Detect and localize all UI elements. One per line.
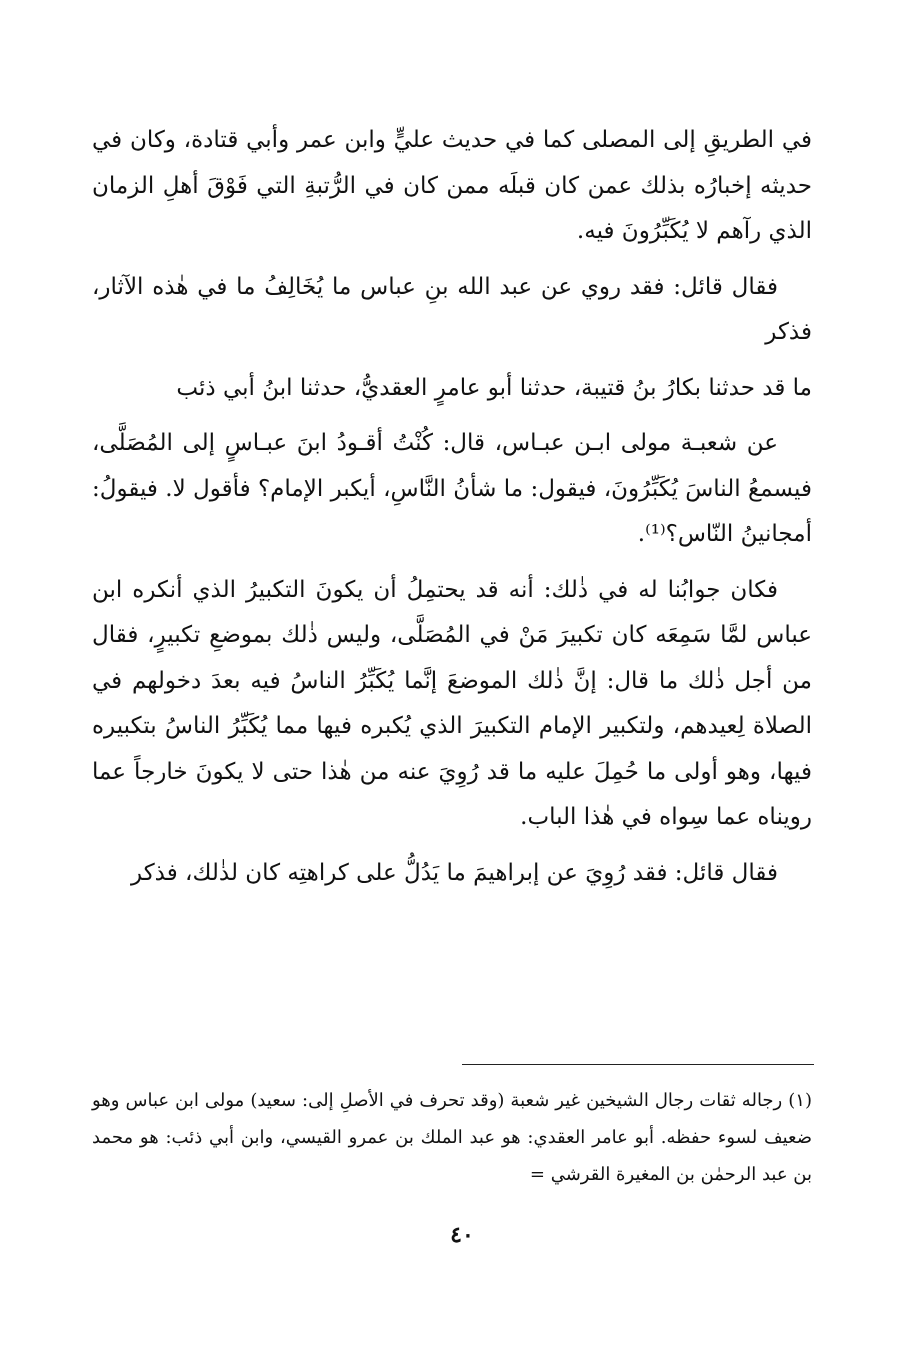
page-number: ٤٠: [450, 1222, 474, 1248]
paragraph-4: عن شعبـة مولى ابـن عبـاس، قال: كُنْتُ أقـودُ ابنَ عبـاسٍ إلى المُصَلَّى، فيسمعُ الناسَ يُكَبِّرُونَ، فيقول: ما شأنُ النَّاسِ، أيكبر الإمام؟ فأقول لا. فيقولُ: أمجانينُ النّاس؟⁽¹⁾.: [92, 430, 812, 547]
footnote-1: (١) رجاله ثقات رجال الشيخين غير شعبة (وقد تحرف في الأصلِ إلى: سعيد) مولى ابن عباس وهو ضعيف لسوء حفظه. أبو عامر العقدي: هو عبد الملك بن عمرو القيسي، وابن أبي ذئب: هو محمد بن عبد الرحمٰن بن المغيرة القرشي =: [92, 1090, 812, 1185]
paragraph-5: فكان جوابُنا له في ذٰلك: أنه قد يحتمِلُ أن يكونَ التكبيرُ الذي أنكره ابن عباس لمَّا سَمِعَه كان تكبيرَ مَنْ في المُصَلَّى، وليس ذٰلك بموضعِ تكبيرٍ، فقال من أجل ذٰلك ما قال: إنَّ ذٰلك الموضعَ إنَّما يُكَبِّرُ الناسُ فيه بعدَ دخولهم في الصلاة لِعيدهم، ولتكبير الإمام التكبيرَ الذي يُكبره فيها مما يُكَبِّرُ الناسُ بتكبيره فيها، وهو أولى ما حُمِلَ عليه ما قد رُوِيَ عنه من هٰذا حتى لا يكونَ خارجاً عما رويناه عما سِواه في هٰذا الباب.: [92, 576, 812, 830]
paragraph-3: ما قد حدثنا بكارُ بنُ قتيبة، حدثنا أبو عامرٍ العقديُّ، حدثنا ابنُ أبي ذئب: [176, 374, 812, 401]
paragraph-1: في الطريقِ إلى المصلى كما في حديث عليٍّ وابن عمر وأبي قتادة، وكان في حديثه إخبارُه بذلك عمن كان قبلَه ممن كان في الرُّتبةِ التي فَوْقَ أهلِ الزمان الذي رآهم لا يُكَبِّرُونَ فيه.: [92, 127, 812, 244]
main-text: [92, 118, 812, 906]
paragraph-6: فقال قائل: فقد رُوِيَ عن إبراهيمَ ما يَدُلُّ على كراهتِه كان لذٰلك، فذكر: [131, 859, 778, 886]
paragraph-2: فقال قائل: فقد روي عن عبد الله بنِ عباس ما يُخَالِفُ ما في هٰذه الآثار، فذكر: [92, 273, 812, 345]
footnote-divider: [462, 1064, 814, 1065]
footnotes: [92, 1082, 812, 1193]
